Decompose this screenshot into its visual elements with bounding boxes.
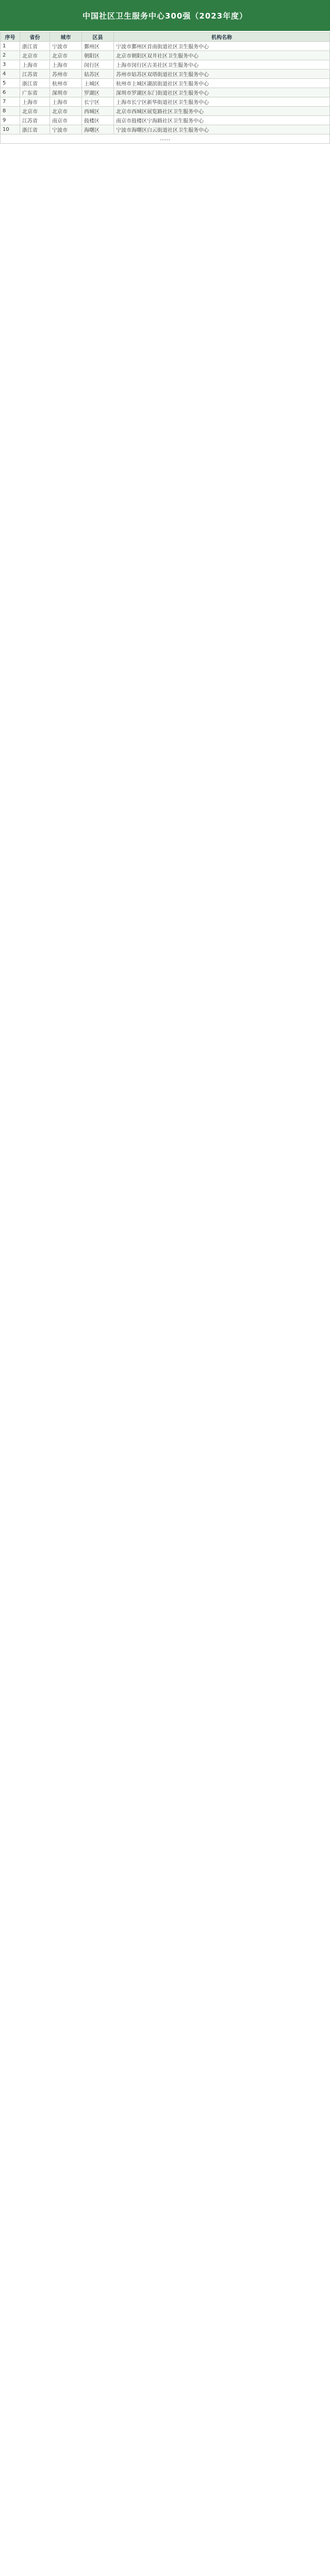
institution-cell: 深圳市罗湖区东门街道社区卫生服务中心	[114, 88, 330, 97]
table-row	[1, 97, 330, 107]
city-cell: 北京市	[50, 51, 82, 60]
table-row	[1, 70, 330, 79]
province-cell: 上海市	[20, 60, 50, 70]
district-cell: 鄞州区	[82, 42, 114, 51]
district-cell: 海曙区	[82, 125, 114, 134]
city-cell: 深圳市	[50, 88, 82, 97]
rank-cell: 7	[1, 97, 20, 107]
rank-cell: 9	[1, 116, 20, 125]
province-cell: 北京市	[20, 107, 50, 116]
table-row	[1, 125, 330, 134]
rank-cell: 6	[1, 88, 20, 97]
page-title: 中国社区卫生服务中心300强（2023年度）	[0, 0, 330, 31]
ranking-table	[0, 32, 330, 144]
city-cell: 北京市	[50, 107, 82, 116]
district-cell: 上城区	[82, 79, 114, 88]
district-cell: 姑苏区	[82, 70, 114, 79]
institution-cell: 宁波市鄞州区首南街道社区卫生服务中心	[114, 42, 330, 51]
institution-cell: 北京市西城区展览路社区卫生服务中心	[114, 107, 330, 116]
province-cell: 浙江省	[20, 79, 50, 88]
institution-cell: 上海市长宁区新华街道社区卫生服务中心	[114, 97, 330, 107]
rank-cell: 1	[1, 42, 20, 51]
city-cell: 南京市	[50, 116, 82, 125]
ranking-table-container[interactable]	[0, 32, 330, 2576]
table-row	[1, 116, 330, 125]
column-header: 机构名称	[114, 32, 330, 42]
district-cell: 西城区	[82, 107, 114, 116]
province-cell: 浙江省	[20, 42, 50, 51]
table-row	[1, 60, 330, 70]
column-header: 城市	[50, 32, 82, 42]
rank-cell: 3	[1, 60, 20, 70]
table-body	[1, 42, 330, 144]
column-header: 序号	[1, 32, 20, 42]
rank-cell: 8	[1, 107, 20, 116]
province-cell: 上海市	[20, 97, 50, 107]
city-cell: 杭州市	[50, 79, 82, 88]
rank-cell: 4	[1, 70, 20, 79]
province-cell: 广东省	[20, 88, 50, 97]
city-cell: 宁波市	[50, 125, 82, 134]
table-row-ellipsis	[1, 134, 330, 144]
province-cell: 北京市	[20, 51, 50, 60]
rank-cell: 5	[1, 79, 20, 88]
district-cell: 朝阳区	[82, 51, 114, 60]
district-cell: 罗湖区	[82, 88, 114, 97]
institution-cell: 上海市闵行区古美社区卫生服务中心	[114, 60, 330, 70]
rank-cell: 10	[1, 125, 20, 134]
institution-cell: 南京市鼓楼区宁海路社区卫生服务中心	[114, 116, 330, 125]
table-row	[1, 42, 330, 51]
province-cell: 浙江省	[20, 125, 50, 134]
table-header-row	[1, 32, 330, 42]
institution-cell: 宁波市海曙区白云街道社区卫生服务中心	[114, 125, 330, 134]
city-cell: 上海市	[50, 60, 82, 70]
rank-cell: 2	[1, 51, 20, 60]
city-cell: 苏州市	[50, 70, 82, 79]
table-row	[1, 51, 330, 60]
column-header: 省份	[20, 32, 50, 42]
city-cell: 宁波市	[50, 42, 82, 51]
institution-cell: 杭州市上城区湖滨街道社区卫生服务中心	[114, 79, 330, 88]
ellipsis-cell: ……	[1, 134, 330, 144]
table-row	[1, 107, 330, 116]
district-cell: 闵行区	[82, 60, 114, 70]
district-cell: 长宁区	[82, 97, 114, 107]
institution-cell: 北京市朝阳区双井社区卫生服务中心	[114, 51, 330, 60]
district-cell: 鼓楼区	[82, 116, 114, 125]
city-cell: 上海市	[50, 97, 82, 107]
table-row	[1, 88, 330, 97]
column-header: 区县	[82, 32, 114, 42]
institution-cell: 苏州市姑苏区双塔街道社区卫生服务中心	[114, 70, 330, 79]
province-cell: 江苏省	[20, 116, 50, 125]
table-row	[1, 79, 330, 88]
province-cell: 江苏省	[20, 70, 50, 79]
